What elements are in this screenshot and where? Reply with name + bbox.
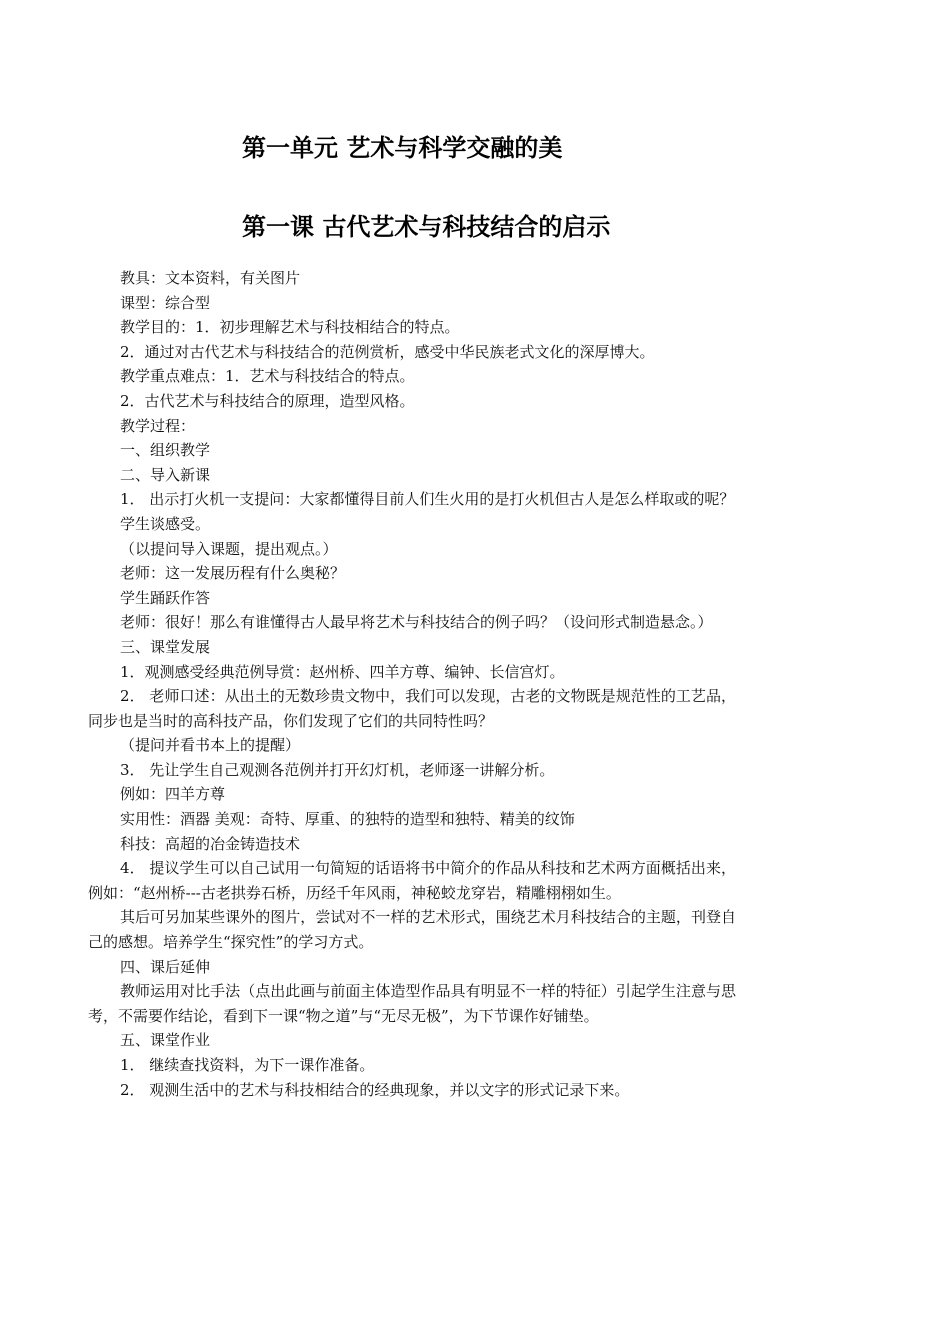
paragraph: 三、课堂发展 [120,637,211,656]
paragraph: （以提问导入课题，提出观点。） [120,539,338,558]
paragraph: 1．观测感受经典范例导赏：赵州桥、四羊方尊、编钟、长信宫灯。 [120,662,565,681]
paragraph: 3． 先让学生自己观测各范例并打开幻灯机，老师逐一讲解分析。 [120,760,555,779]
paragraph: 1． 出示打火机一支提问：大家都懂得目前人们生火用的是打火机但古人是怎么样取或的呢？ [120,490,735,509]
paragraph: 教学过程： [120,416,196,435]
paragraph: 1． 继续查找资料，为下一课作准备。 [120,1056,375,1074]
paragraph: 二、导入新课 [120,465,211,484]
lesson-title: 第一课 古代艺术与科技结合的启示 [242,212,611,241]
paragraph: 学生谈感受。 [120,514,211,533]
paragraph: 五、课堂作业 [120,1031,211,1050]
paragraph: 教师运用对比手法（点出此画与前面主体造型作品具有明显不一样的特征）引起学生注意与思考，不需要作结论，看到下一课“物之道”与“无尽无极”，为下节课作好铺垫。 [88,982,736,1025]
paragraph: 学生踊跃作答 [120,588,211,607]
paragraph: 老师：很好！那么有谁懂得古人最早将艺术与科技结合的例子吗？（设问形式制造悬念。） [120,613,713,632]
paragraph: 教具：文本资料，有关图片 [120,269,301,287]
paragraph: 4． 提议学生可以自己试用一句简短的话语将书中简介的作品从科技和艺术两方面概括出来，例如：“赵州桥---古老拱券石桥，历经千年风雨，神秘蛟龙穿岩，精雕栩栩如生。 [88,859,736,902]
paragraph: 2．通过对古代艺术与科技结合的范例赏析，感受中华民族老式文化的深厚博大。 [120,342,655,361]
paragraph: （提问并看书本上的提醒） [120,736,301,755]
paragraph: 老师：这一发展历程有什么奥秘？ [120,564,346,583]
paragraph: 其后可另加某些课外的图片，尝试对不一样的艺术形式，围绕艺术月科技结合的主题，刊登自己的感想。培养学生“探究性”的学习方式。 [88,908,736,952]
paragraph: 2．古代艺术与科技结合的原理，造型风格。 [120,391,415,410]
paragraph: 2． 老师口述：从出土的无数珍贵文物中，我们可以发现，古老的文物既是规范性的工艺品，同步也是当时的高科技产品，你们发现了它们的共同特性吗？ [88,687,736,730]
lesson-plan-body [88,266,736,1102]
unit-title: 第一单元 艺术与科学交融的美 [242,133,563,162]
paragraph: 科技：高超的冶金铸造技术 [120,834,301,853]
paragraph: 一、组织教学 [120,441,211,460]
paragraph: 四、课后延伸 [120,957,211,976]
paragraph: 教学目的：1．初步理解艺术与科技相结合的特点。 [120,318,460,337]
paragraph: 实用性：酒器 美观：奇特、厚重、的独特的造型和独特、精美的纹饰 [120,810,575,829]
paragraph: 2． 观测生活中的艺术与科技相结合的经典现象，并以文字的形式记录下来。 [120,1080,630,1099]
paragraph: 教学重点难点：1．艺术与科技结合的特点。 [120,367,415,386]
paragraph: 课型：综合型 [120,293,211,312]
paragraph: 例如：四羊方尊 [120,785,226,804]
